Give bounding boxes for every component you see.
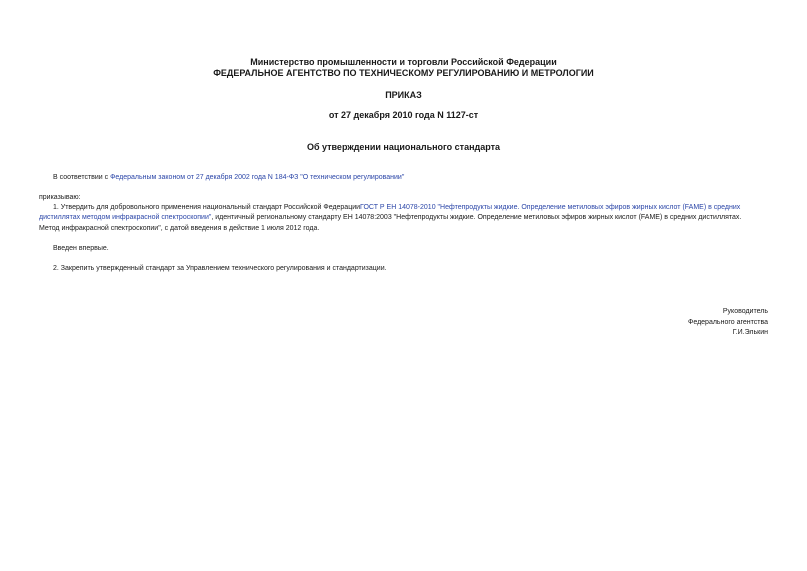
preamble [53,173,404,182]
item1-prefix: 1. Утвердить для добровольного применения национальный стандарт Российской Федерации [53,204,361,211]
introduced-note: Введен впервые. [53,245,109,252]
document-subject: Об утверждении национального стандарта [306,142,501,152]
document-date-number: от 27 декабря 2010 года N 1127-ст [328,110,479,120]
order-word: приказываю: [39,194,81,201]
federal-law-link[interactable]: Федеральным законом от 27 декабря 2002 года N 184-ФЗ "О техническом регулировании" [110,174,405,181]
ministry-name: Министерство промышленности и торговли Российской Федерации [250,57,557,67]
signature-title1: Руководитель [722,308,768,315]
agency-name: ФЕДЕРАЛЬНОЕ АГЕНТСТВО ПО ТЕХНИЧЕСКОМУ РЕГУЛИРОВАНИЮ И МЕТРОЛОГИИ [213,68,594,78]
gost-link-part1[interactable]: ГОСТ Р ЕН 14078-2010 "Нефтепродукты жидкие. Определение метиловых эфиров жирных кислот (FAME) в средних [360,204,741,211]
item1-line2 [39,213,774,222]
signature-name: Г.И.Элькин [732,329,768,336]
gost-link-part2[interactable]: дистиллятах методом инфракрасной спектроскопии" [39,214,212,221]
item1-line1 [53,203,771,212]
item1-middle: , идентичный региональному стандарту ЕН 14078:2003 "Нефтепродукты жидкие. Определение метиловых эфиров жирных кислот (FAME) в средних дистиллятах. [211,214,742,221]
item1-end: Метод инфракрасной спектроскопии", с датой введения в действие 1 июля 2012 года. [39,225,320,232]
document-type: ПРИКАЗ [385,90,422,100]
signature-title2: Федерального агентства [688,319,768,326]
preamble-prefix: В соответствии с [53,174,111,181]
item2: 2. Закрепить утвержденный стандарт за Управлением технического регулирования и стандартизации. [53,265,387,272]
